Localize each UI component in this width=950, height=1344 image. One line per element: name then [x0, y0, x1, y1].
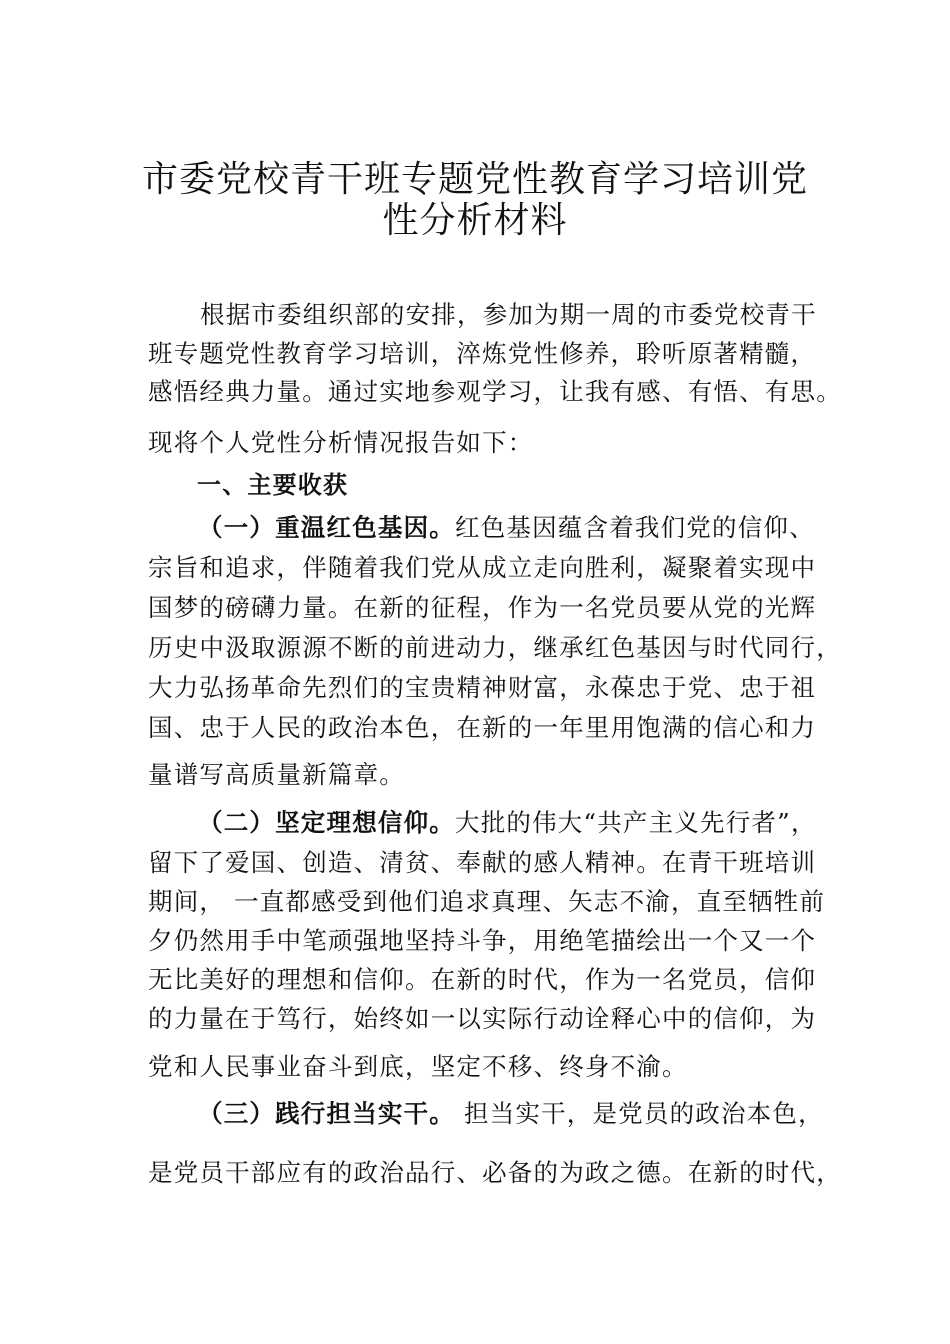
item2-label: （二）坚定理想信仰。 — [198, 808, 455, 837]
item3-line-2: 是党员干部应有的政治品行、必备的为政之德。在新的时代， — [148, 1158, 842, 1187]
item2-line-2: 留下了爱国、创造、清贫、奉献的感人精神。在青干班培训 — [148, 848, 817, 877]
item2-line-4: 夕仍然用手中笔顽强地坚持斗争，用绝笔描绘出一个又一个 — [148, 926, 817, 955]
document-title-line-2: 性分析材料 — [382, 200, 568, 241]
item2-first-line — [198, 808, 817, 838]
item1-first-line — [198, 513, 815, 543]
item3-first-line — [198, 1099, 824, 1129]
item3-label: （三）践行担当实干。 — [198, 1099, 455, 1128]
item2-first-line-text: 大批的伟大“共产主义先行者”， — [455, 808, 817, 837]
item1-line-6: 国、忠于人民的政治本色，在新的一年里用饱满的信心和力 — [148, 713, 817, 742]
item1-line-7: 量谱写高质量新篇章。 — [148, 760, 405, 789]
item1-label: （一）重温红色基因。 — [198, 513, 455, 542]
intro-line-3: 感悟经典力量。通过实地参观学习，让我有感、有悟、有思。 — [148, 377, 842, 406]
item3-first-line-text: 担当实干，是党员的政治本色， — [455, 1099, 824, 1128]
item2-line-6: 的力量在于笃行，始终如一以实际行动诠释心中的信仰，为 — [148, 1004, 817, 1033]
intro-line-1: 根据市委组织部的安排，参加为期一周的市委党校青干 — [200, 300, 817, 329]
item2-line-5: 无比美好的理想和信仰。在新的时代，作为一名党员，信仰 — [148, 965, 817, 994]
item1-line-2: 宗旨和追求，伴随着我们党从成立走向胜利，凝聚着实现中 — [148, 553, 817, 582]
intro-line-2: 班专题党性教育学习培训，淬炼党性修养，聆听原著精髓， — [148, 339, 817, 368]
intro-line-4: 现将个人党性分析情况报告如下： — [148, 428, 534, 457]
item1-line-4: 历史中汲取源源不断的前进动力，继承红色基因与时代同行， — [148, 633, 842, 662]
item2-line-7: 党和人民事业奋斗到底，坚定不移、终身不渝。 — [148, 1052, 688, 1081]
item1-line-5: 大力弘扬革命先烈们的宝贵精神财富，永葆忠于党、忠于祖 — [148, 673, 817, 702]
item1-first-line-text: 红色基因蕴含着我们党的信仰、 — [455, 513, 815, 542]
item1-line-3: 国梦的磅礴力量。在新的征程，作为一名党员要从党的光辉 — [148, 593, 817, 622]
section-heading: 一、主要收获 — [197, 471, 349, 499]
document-title-line-1: 市委党校青干班专题党性教育学习培训党 — [141, 159, 808, 200]
item2-line-3: 期间， 一直都感受到他们追求真理、矢志不渝，直至牺牲前 — [148, 887, 826, 916]
